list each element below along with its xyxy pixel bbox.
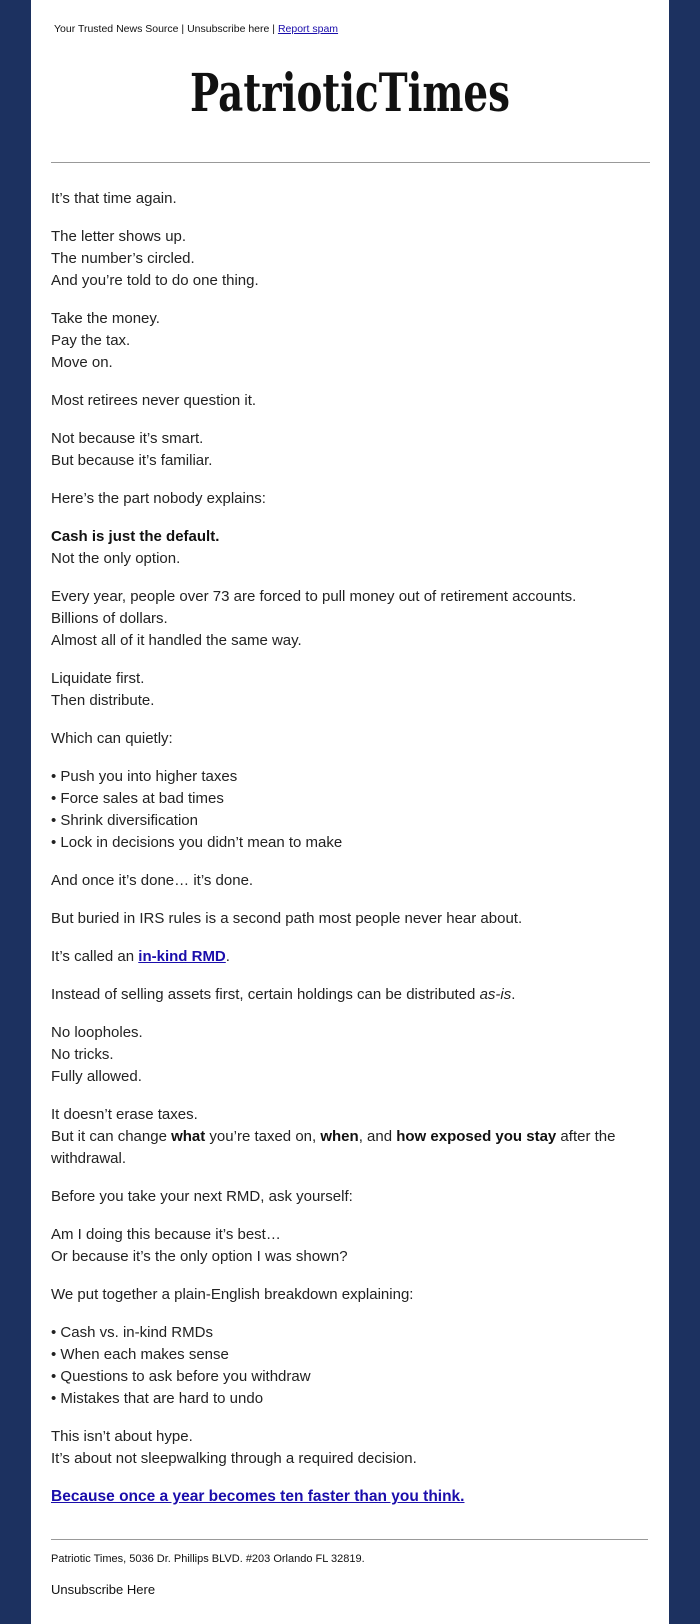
text-line: It doesn’t erase taxes. [51,1106,198,1123]
text-line: , and [358,1128,397,1145]
text-line: And you’re told to do one thing. [51,272,259,289]
list-item: • Cash vs. in-kind RMDs [51,1324,213,1341]
text-line: Almost all of it handled the same way. [51,632,302,649]
text-line: It’s called an [51,948,139,965]
list-item: • Mistakes that are hard to undo [51,1390,264,1407]
paragraph [51,1022,641,1088]
text-line: But it can change [51,1128,172,1145]
paragraph [51,1426,641,1470]
text-line: after the withdrawal. [51,1128,616,1167]
bold-text: when [320,1128,359,1145]
paragraph [51,984,641,1006]
text-line: But buried in IRS rules is a second path most people never hear about. [51,910,523,927]
text-line: Then distribute. [51,692,155,709]
text-line: Instead of selling assets first, certain holdings can be distributed [51,986,480,1003]
text-line: Every year, people over 73 are forced to pull money out of retirement accounts. [51,588,577,605]
text-line: The number’s circled. [51,250,195,267]
text-line: But because it’s familiar. [51,452,213,469]
paragraph [51,1186,641,1208]
email-body [51,188,641,1524]
paragraph [51,488,641,510]
text-line: Pay the tax. [51,332,131,349]
list-item: • Lock in decisions you didn’t mean to make [51,834,343,851]
text-line: Fully allowed. [51,1068,142,1085]
text-line: Which can quietly: [51,730,173,747]
email-sheet [31,0,669,1624]
text-line: Move on. [51,354,113,371]
text-line: Most retirees never question it. [51,392,257,409]
text-line: you’re taxed on, [205,1128,321,1145]
text-line: This isn’t about hype. [51,1428,193,1445]
text-line: No tricks. [51,1046,114,1063]
text-line: No loopholes. [51,1024,143,1041]
text-line: Before you take your next RMD, ask yourself: [51,1188,353,1205]
text-line: Billions of dollars. [51,610,168,627]
list-item: • Shrink diversification [51,812,198,829]
italic-text: as-is [479,986,512,1003]
text-line: The letter shows up. [51,228,187,245]
text-line: Liquidate first. [51,670,145,687]
text-line: . [225,948,230,965]
report-spam-link[interactable]: Report spam [277,23,339,35]
paragraph [51,188,641,210]
unsubscribe-link[interactable]: Unsubscribe Here [51,1582,156,1597]
paragraph [51,1284,641,1306]
paragraph [51,1224,641,1268]
list-item: • Questions to ask before you withdraw [51,1368,311,1385]
preheader-text: Your Trusted News Source | Unsubscribe here | [54,23,278,35]
text-line: Not because it’s smart. [51,430,204,447]
text-line: Am I doing this because it’s best… [51,1226,281,1243]
masthead-logo [31,56,669,156]
text-line: We put together a plain-English breakdown explaining: [51,1286,414,1303]
bold-text: how exposed you stay [396,1128,557,1145]
paragraph [51,226,641,292]
footer-address: Patriotic Times, 5036 Dr. Phillips BLVD. #203 Orlando FL 32819. [51,1553,365,1565]
paragraph [51,728,641,750]
preheader [54,23,338,35]
text-line: It’s that time again. [51,190,177,207]
list-item: • When each makes sense [51,1346,229,1363]
text-line: Not the only option. [51,550,181,567]
footer-divider [51,1539,648,1540]
text-line: Here’s the part nobody explains: [51,490,266,507]
masthead-logo-graphic [31,56,669,156]
text-line: Or because it’s the only option I was shown? [51,1248,348,1265]
paragraph [51,668,641,712]
bold-text: Cash is just the default. [51,528,220,545]
text-line: It’s about not sleepwalking through a required decision. [51,1450,417,1467]
paragraph [51,586,641,652]
header-divider [51,162,650,163]
masthead-logo-text: PatrioticTimes [190,63,510,124]
text-line: And once it’s done… it’s done. [51,872,254,889]
bullet-list [51,766,641,854]
in-kind-rmd-link[interactable]: in-kind RMD [138,948,226,965]
paragraph [51,1104,641,1170]
bullet-list [51,1322,641,1410]
paragraph [51,428,641,472]
paragraph [51,946,641,968]
paragraph [51,390,641,412]
paragraph [51,908,641,930]
paragraph [51,526,641,570]
paragraph [51,1486,641,1508]
text-line: Take the money. [51,310,160,327]
list-item: • Force sales at bad times [51,790,224,807]
cta-link[interactable]: Because once a year becomes ten faster than you think. [51,1488,465,1505]
text-line: . [511,986,516,1003]
paragraph [51,308,641,374]
paragraph [51,870,641,892]
bold-text: what [171,1128,206,1145]
list-item: • Push you into higher taxes [51,768,238,785]
